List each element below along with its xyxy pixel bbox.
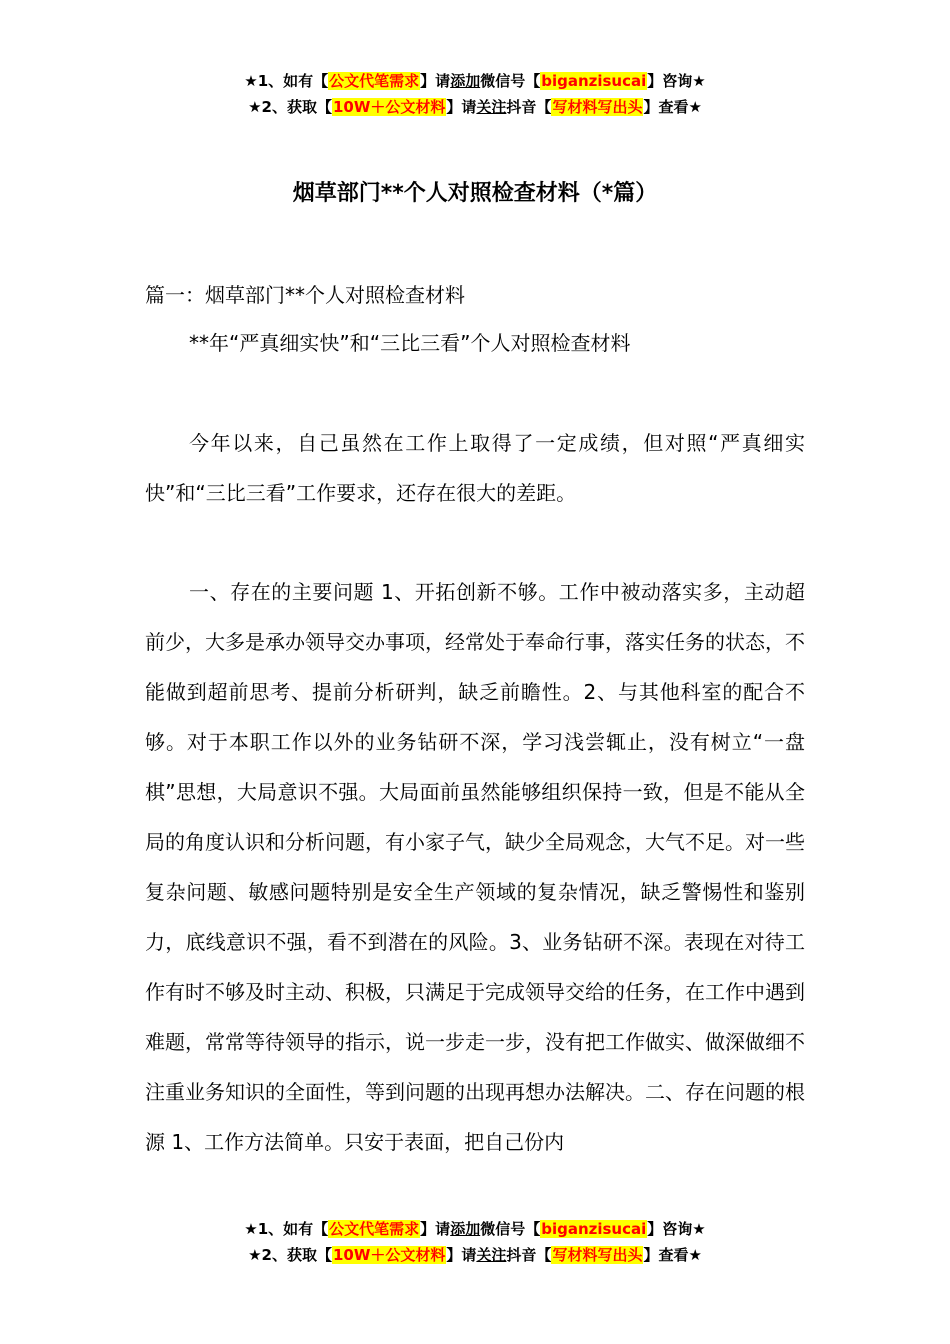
star-icon: ★ (244, 72, 258, 90)
document-title: 烟草部门**个人对照检查材料（*篇） (292, 181, 658, 206)
paragraph-intro: 今年以来，自己虽然在工作上取得了一定成绩，但对照“严真细实快”和“三比三看”工作要求，还存在很大的差距。 (145, 431, 805, 505)
top-banner (0, 68, 950, 120)
banner-line-2: ★2、获取【10W＋公文材料】请关注抖音【写材料写出头】查看★ (248, 1246, 702, 1264)
highlight-wechat-id: biganzisucai (541, 1220, 647, 1238)
highlight-materials: 10W＋公文材料 (332, 98, 446, 116)
star-icon: ★ (248, 98, 262, 116)
banner-line-1: ★1、如有【公文代笔需求】请添加微信号【biganzisucai】咨询★ (244, 72, 706, 90)
highlight-douyin: 写材料写出头 (552, 1246, 643, 1264)
star-icon: ★ (248, 1246, 262, 1264)
banner-line-2: ★2、获取【10W＋公文材料】请关注抖音【写材料写出头】查看★ (248, 98, 702, 116)
highlight-service: 公文代笔需求 (329, 1220, 420, 1238)
highlight-materials: 10W＋公文材料 (332, 1246, 446, 1264)
highlight-douyin: 写材料写出头 (552, 98, 643, 116)
star-icon: ★ (244, 1220, 258, 1238)
banner-line-1: ★1、如有【公文代笔需求】请添加微信号【biganzisucai】咨询★ (244, 1220, 706, 1238)
bottom-banner (0, 1216, 950, 1268)
document-subtitle: **年“严真细实快”和“三比三看”个人对照检查材料 (189, 331, 631, 355)
paragraph-problems: 一、存在的主要问题 1、开拓创新不够。工作中被动落实多，主动超前少，大多是承办领导交办事项，经常处于奉命行事，落实任务的状态，不能做到超前思考、提前分析研判，缺乏前瞻性。2、与其他科室的配合不够。对于本职工作以外的业务钻研不深，学习浅尝辄止，没有树立“一盘棋”思想，大局意识不强。大局面前虽然能够组织保持一致，但是不能从全局的角度认识和分析问题，有小家子气，缺少全局观念，大气不足。对一些复杂问题、敏感问题特别是安全生产领域的复杂情况，缺乏警惕性和鉴别力，底线意识不强，看不到潜在的风险。3、业务钻研不深。表现在对待工作有时不够及时主动、积极，只满足于完成领导交给的任务，在工作中遇到难题，常常等待领导的指示，说一步走一步，没有把工作做实、做深做细不注重业务知识的全面性，等到问题的出现再想办法解决。二、存在问题的根源 1、工作方法简单。只安于表面，把自己份内 (145, 580, 805, 1154)
highlight-service: 公文代笔需求 (329, 72, 420, 90)
section-heading: 篇一：烟草部门**个人对照检查材料 (145, 283, 465, 307)
highlight-wechat-id: biganzisucai (541, 72, 647, 90)
